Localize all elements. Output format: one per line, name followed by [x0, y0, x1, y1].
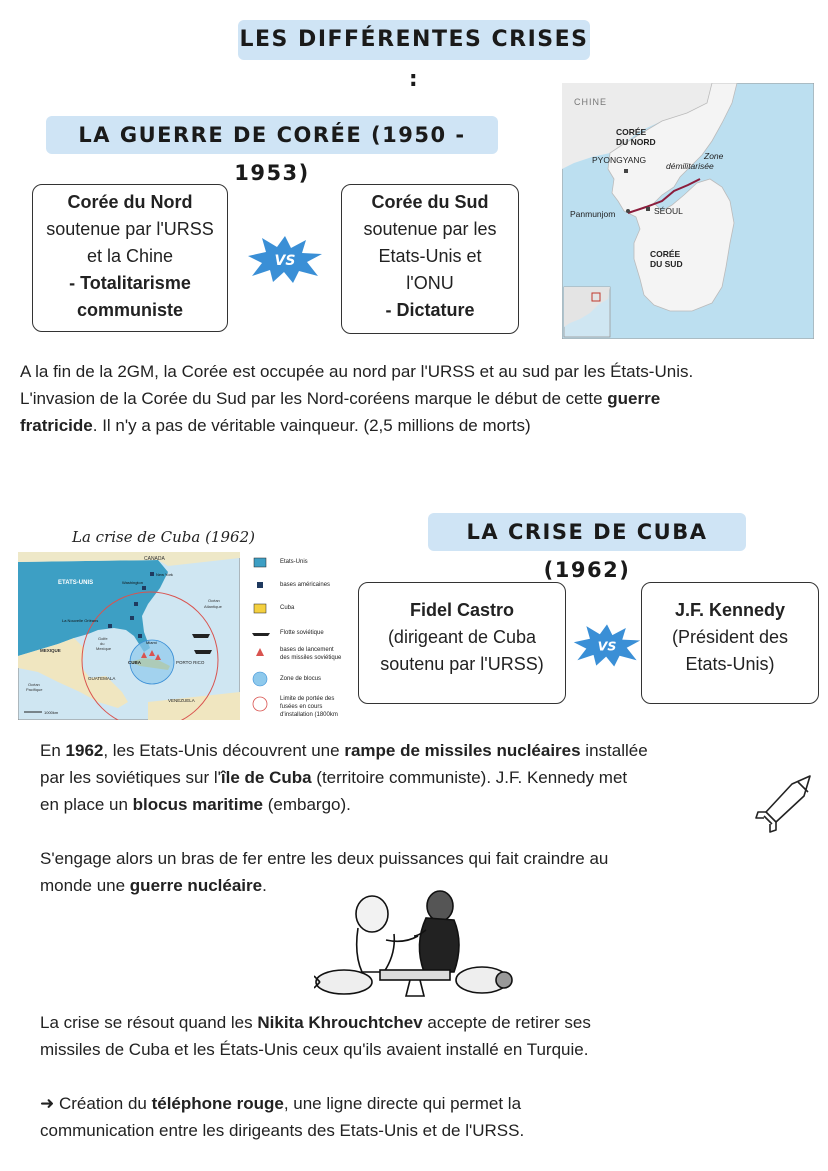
- cuba-map-pac-1: Océan: [28, 682, 40, 687]
- pyongyang-dot: [624, 169, 628, 173]
- cuba-paragraph-3: [40, 1009, 800, 1063]
- cuba-p3-line1: La crise se résout quand les Nikita Khrouchtchev accepte de retirer ses: [40, 1013, 591, 1032]
- cuba-map-newyork: New York: [156, 572, 173, 577]
- legend-l3: Cuba: [280, 605, 295, 611]
- north-title: Corée du Nord: [67, 192, 193, 212]
- castro-card: [358, 582, 566, 704]
- korea-para-line3: fratricide. Il n'y a pas de véritable vainqueur. (2,5 millions de morts): [20, 416, 531, 435]
- korea-north-card: [32, 184, 228, 332]
- cuba-map-canada: CANADA: [144, 556, 165, 562]
- south-line3: l'ONU: [406, 273, 454, 293]
- korea-south-card: [341, 184, 519, 334]
- legend-l5a: bases de lancement: [280, 647, 334, 653]
- cuba-p4-line2: communication entre les dirigeants des Etats-Unis et de l'URSS.: [40, 1121, 525, 1140]
- cuba-p4-line1: ➜ Création du téléphone rouge, une ligne directe qui permet la: [40, 1094, 522, 1113]
- cuba-map-miami: Miami: [146, 640, 157, 645]
- north-line2: et la Chine: [86, 246, 174, 266]
- cuba-map-title: La crise de Cuba (1962): [72, 528, 255, 546]
- cuba-map-usa: ETATS-UNIS: [58, 580, 94, 586]
- panmunjom-dot: [626, 209, 630, 213]
- korea-para-bold-fratricide: fratricide: [20, 416, 93, 435]
- legend-l7c: d'installation (1800km: [280, 712, 338, 718]
- legend-base-swatch: [257, 582, 263, 588]
- south-line2: Etats-Unis et: [378, 246, 482, 266]
- cuba-p2-line2: monde une guerre nucléaire.: [40, 876, 267, 895]
- kennedy-line2: Etats-Unis): [685, 654, 775, 674]
- cuba-map-guatemala: GUATEMALA: [88, 676, 116, 681]
- cuba-vs-text: VS: [597, 638, 617, 654]
- kennedy-card: [641, 582, 819, 704]
- legend-l6: Zone de blocus: [280, 676, 322, 682]
- south-title: Corée du Sud: [371, 192, 489, 212]
- south-line1: soutenue par les: [363, 219, 497, 239]
- seoul-dot: [646, 207, 650, 211]
- cuba-map-golfe-3: Mexique: [96, 646, 112, 651]
- us-base-5: [108, 624, 112, 628]
- arm-wrestling-cartoon-illustration: [314, 884, 514, 1004]
- cuba-p2-line1: S'engage alors un bras de fer entre les deux puissances qui fait craindre au: [40, 849, 609, 868]
- korea-heading: LA GUERRE DE CORÉE (1950 - 1953): [46, 116, 498, 154]
- map-coree-nord-1: CORÉE: [616, 127, 647, 137]
- kennedy-title: J.F. Kennedy: [674, 600, 786, 620]
- korea-vs-badge: [246, 234, 324, 284]
- cuba-map-washington: Washington: [122, 580, 143, 585]
- map-coree-sud-2: DU SUD: [650, 259, 683, 269]
- us-base-3: [134, 602, 138, 606]
- map-zone-2: démilitarisée: [666, 161, 714, 171]
- soviet-fleet-1: [192, 634, 210, 638]
- cuba-map-scale: 1000km: [44, 710, 59, 715]
- legend-range-swatch: [253, 697, 267, 711]
- korea-para-bold-guerre: guerre: [607, 389, 661, 408]
- cuba-map-porto-rico: PORTO RICO: [176, 660, 205, 665]
- cuba-p1-line1: En 1962, les Etats-Unis découvrent une rampe de missiles nucléaires installée: [40, 741, 648, 760]
- legend-fleet-swatch: [252, 633, 270, 636]
- cuba-map-cuba: CUBA: [128, 660, 141, 665]
- cuba-p1-line3: en place un blocus maritime (embargo).: [40, 795, 351, 814]
- legend-l7a: Limite de portée des: [280, 696, 335, 702]
- map-zone-1: Zone: [704, 151, 724, 161]
- map-coree-nord-2: DU NORD: [616, 137, 656, 147]
- legend-l1: Etats-Unis: [280, 559, 308, 565]
- cuba-map-legend: [252, 556, 352, 726]
- soviet-fleet-2: [194, 650, 212, 654]
- cuba-p3-line2: missiles de Cuba et les États-Unis ceux qu'ils avaient installé en Turquie.: [40, 1040, 589, 1059]
- legend-l4: Flotte soviétique: [280, 630, 324, 636]
- us-base-6: [138, 634, 142, 638]
- cuba-map-atl-2: Atlantique: [204, 604, 222, 609]
- map-panmunjom: Panmunjom: [570, 209, 616, 219]
- legend-cuba-swatch: [254, 604, 266, 613]
- us-base-1: [150, 572, 154, 576]
- kennedy-line1: (Président des: [671, 627, 789, 647]
- map-chine: CHINE: [574, 97, 608, 107]
- korea-para-line2: L'invasion de la Corée du Sud par les Nord-coréens marque le début de cette guerre: [20, 389, 661, 408]
- page-title: LES DIFFÉRENTES CRISES :: [238, 20, 590, 60]
- us-base-2: [142, 586, 146, 590]
- north-line1: soutenue par l'URSS: [46, 219, 214, 239]
- map-seoul: SÉOUL: [654, 206, 683, 216]
- legend-blockade-swatch: [253, 672, 267, 686]
- cuba-map-pac-2: Pacifique: [26, 687, 43, 692]
- korea-paragraph: [20, 358, 820, 439]
- legend-usa-swatch: [254, 558, 266, 567]
- legend-l5b: des missiles soviétique: [280, 655, 342, 661]
- north-line4: communiste: [76, 300, 184, 320]
- cuba-map-venezuela: VENEZUELA: [168, 698, 195, 703]
- castro-line2: soutenu par l'URSS): [380, 654, 544, 674]
- rocket-icon: [752, 772, 818, 834]
- legend-l7b: fusées en cours: [280, 704, 323, 710]
- map-coree-sud-1: CORÉE: [650, 249, 681, 259]
- north-line3: - Totalitarisme: [69, 273, 191, 293]
- korea-para-line1: A la fin de la 2GM, la Corée est occupée au nord par l'URSS et au sud par les États-Unis.: [20, 362, 694, 381]
- legend-swatches: [252, 556, 272, 716]
- cuba-map-nouvelle-orleans: La Nouvelle Orléans: [62, 618, 99, 623]
- map-pyongyang: PYONGYANG: [592, 155, 647, 165]
- cuba-map: [18, 552, 240, 720]
- legend-l2: bases américaines: [280, 582, 331, 588]
- cuba-map-golfe-1: Golfe: [98, 636, 108, 641]
- cuba-map-atl-1: Océan: [208, 598, 220, 603]
- cuba-paragraph-4: [40, 1090, 800, 1144]
- castro-title: Fidel Castro: [409, 600, 515, 620]
- castro-line1: (dirigeant de Cuba: [387, 627, 537, 647]
- legend-missile-swatch: [256, 648, 264, 656]
- cuba-heading: LA CRISE DE CUBA (1962): [428, 513, 746, 551]
- cuba-map-mexique: MEXIQUE: [40, 648, 61, 653]
- korea-map: [562, 83, 814, 339]
- south-line4: - Dictature: [385, 300, 475, 320]
- korea-vs-text: VS: [274, 253, 296, 269]
- cuba-paragraph-1: [40, 737, 770, 818]
- us-base-4: [130, 616, 134, 620]
- cuba-p1-line2: par les soviétiques sur l'île de Cuba (territoire communiste). J.F. Kennedy met: [40, 768, 628, 787]
- cuba-vs-badge: [572, 622, 642, 668]
- cuba-map-golfe-2: du: [100, 641, 105, 646]
